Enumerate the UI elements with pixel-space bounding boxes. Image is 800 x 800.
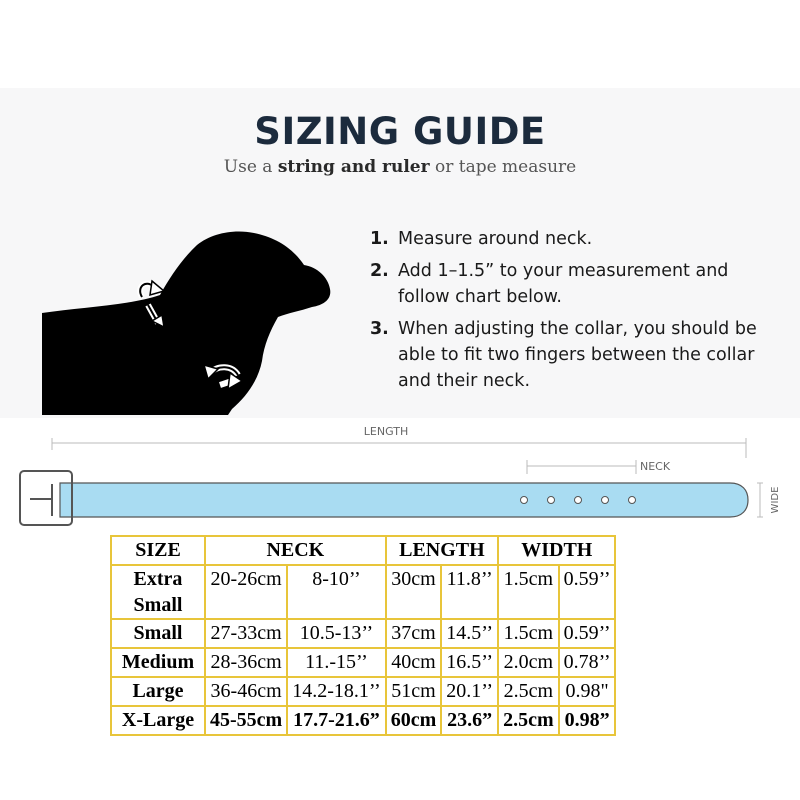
step-2 xyxy=(370,258,780,310)
length-cm-cell: 30cm xyxy=(386,565,442,619)
neck-cm-cell: 20-26cm xyxy=(205,565,287,619)
collar-hole xyxy=(521,497,528,504)
collar-hole xyxy=(548,497,555,504)
neck-in-cell: 17.7-21.6” xyxy=(287,706,386,735)
subtitle-bold: string and ruler xyxy=(277,157,430,177)
step-number: 2. xyxy=(370,261,389,281)
length-in-cell: 11.8’’ xyxy=(441,565,498,619)
length-cm-cell: 51cm xyxy=(386,677,442,706)
collar-strap xyxy=(60,483,748,517)
subtitle-post: or tape measure xyxy=(434,157,577,177)
table-header-row xyxy=(111,536,615,565)
dog-silhouette-icon xyxy=(42,225,342,415)
step-number: 1. xyxy=(370,229,389,249)
neck-in-cell: 10.5-13’’ xyxy=(287,619,386,648)
length-in-cell: 23.6” xyxy=(441,706,498,735)
step-text: Add 1–1.5” to your measurement and follow chart below. xyxy=(398,261,729,307)
step-text: When adjusting the collar, you should be able to fit two fingers between the collar and their neck. xyxy=(398,319,757,391)
header-size: SIZE xyxy=(111,536,205,565)
table-row xyxy=(111,565,615,619)
neck-in-cell: 8-10’’ xyxy=(287,565,386,619)
width-cm-cell: 2.5cm xyxy=(498,706,559,735)
size-cell: Small xyxy=(111,619,205,648)
collar-diagram xyxy=(0,418,800,533)
neck-in-cell: 14.2-18.1’’ xyxy=(287,677,386,706)
table-row xyxy=(111,648,615,677)
collar-hole xyxy=(629,497,636,504)
step-number: 3. xyxy=(370,319,389,339)
size-cell: Medium xyxy=(111,648,205,677)
table-row xyxy=(111,677,615,706)
header-length: LENGTH xyxy=(386,536,498,565)
neck-in-cell: 11.-15’’ xyxy=(287,648,386,677)
width-in-cell: 0.78’’ xyxy=(559,648,616,677)
size-cell: Extra Small xyxy=(111,565,205,619)
subtitle-pre: Use a xyxy=(223,157,273,177)
table-row xyxy=(111,619,615,648)
instructions-list xyxy=(370,226,780,400)
step-text: Measure around neck. xyxy=(398,229,593,249)
neck-cm-cell: 45-55cm xyxy=(205,706,287,735)
collar-hole xyxy=(575,497,582,504)
page-title: SIZING GUIDE xyxy=(254,110,546,153)
table-row xyxy=(111,706,615,735)
width-cm-cell: 1.5cm xyxy=(498,619,559,648)
width-cm-cell: 2.5cm xyxy=(498,677,559,706)
size-chart-table xyxy=(110,535,616,736)
width-in-cell: 0.98" xyxy=(559,677,616,706)
width-in-cell: 0.59’’ xyxy=(559,619,616,648)
header-neck: NECK xyxy=(205,536,386,565)
length-in-cell: 16.5’’ xyxy=(441,648,498,677)
length-label: LENGTH xyxy=(363,425,409,438)
collar-hole xyxy=(602,497,609,504)
length-cm-cell: 37cm xyxy=(386,619,442,648)
size-cell: Large xyxy=(111,677,205,706)
step-1 xyxy=(370,226,780,252)
header-width: WIDTH xyxy=(498,536,615,565)
neck-cm-cell: 36-46cm xyxy=(205,677,287,706)
width-cm-cell: 2.0cm xyxy=(498,648,559,677)
width-in-cell: 0.59’’ xyxy=(559,565,616,619)
length-in-cell: 14.5’’ xyxy=(441,619,498,648)
length-cm-cell: 40cm xyxy=(386,648,442,677)
neck-label: NECK xyxy=(640,460,671,473)
length-cm-cell: 60cm xyxy=(386,706,442,735)
width-cm-cell: 1.5cm xyxy=(498,565,559,619)
width-in-cell: 0.98” xyxy=(559,706,616,735)
step-3 xyxy=(370,316,780,394)
page-subtitle xyxy=(0,157,800,177)
size-cell: X-Large xyxy=(111,706,205,735)
wide-label: WIDE xyxy=(770,486,781,514)
neck-cm-cell: 28-36cm xyxy=(205,648,287,677)
length-in-cell: 20.1’’ xyxy=(441,677,498,706)
neck-cm-cell: 27-33cm xyxy=(205,619,287,648)
